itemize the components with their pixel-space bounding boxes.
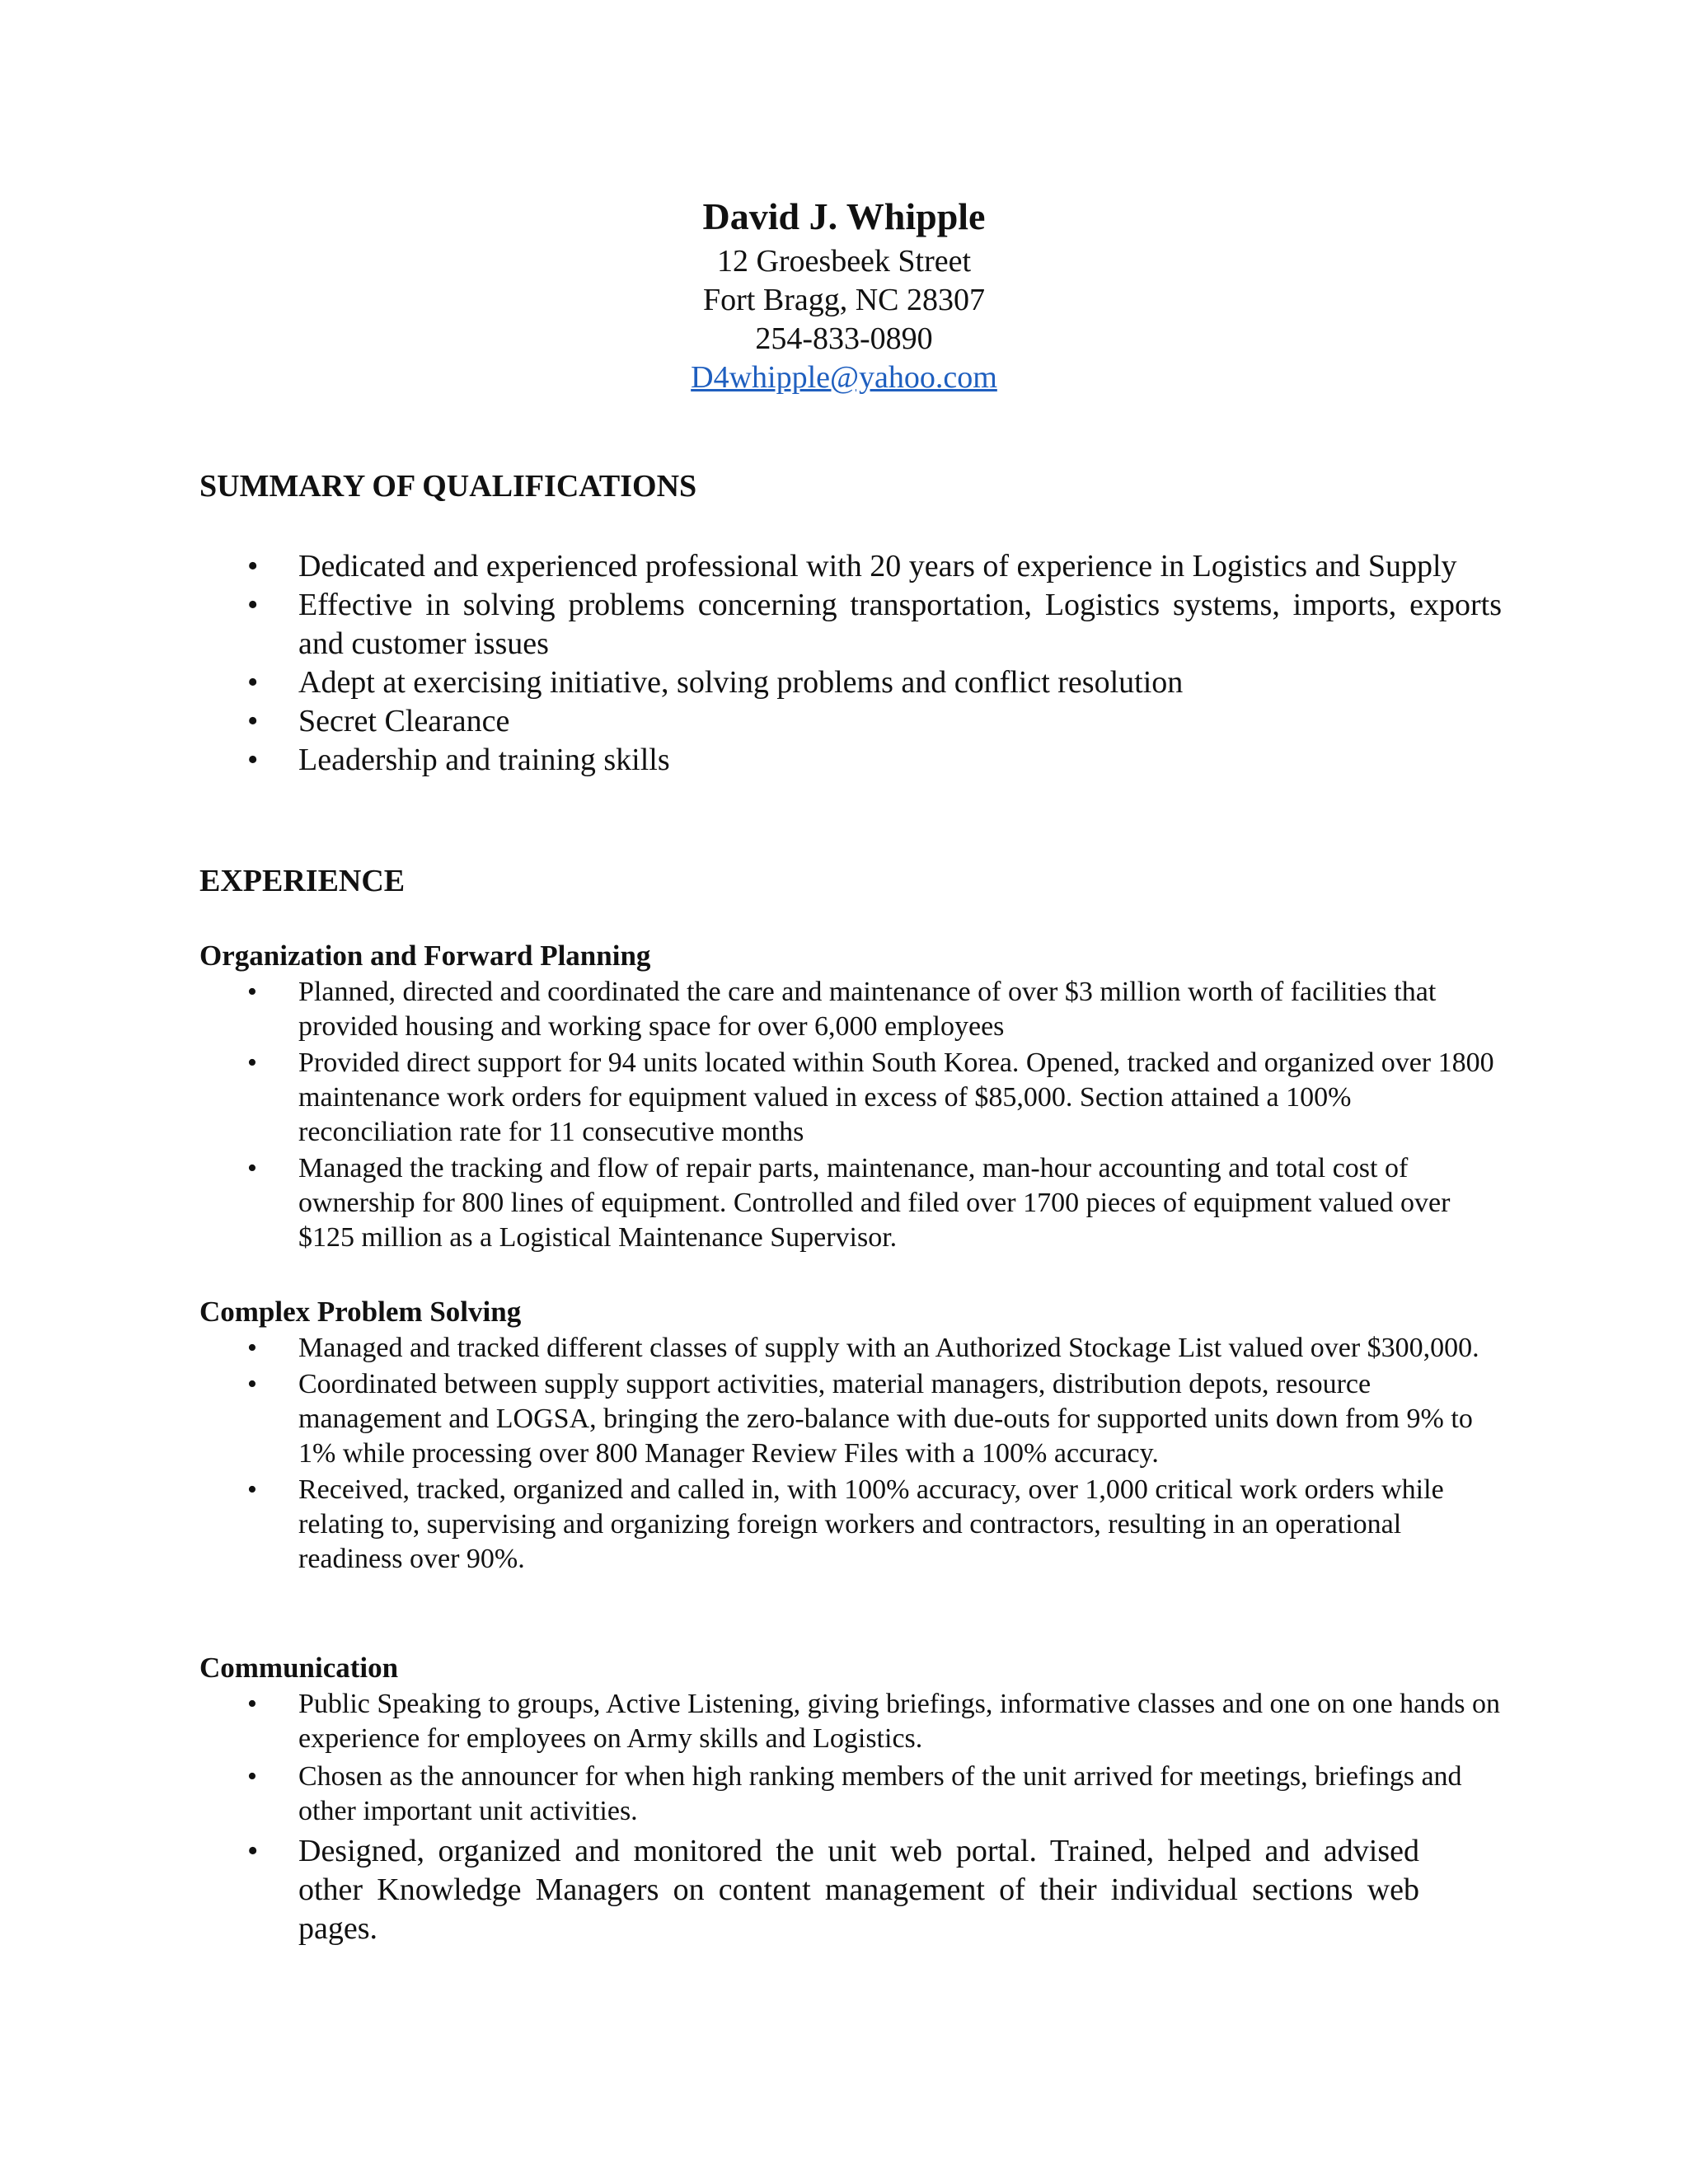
bullet-icon: • xyxy=(247,1834,259,1868)
list-item xyxy=(0,1331,1502,1366)
list-item xyxy=(0,586,1502,663)
experience-item-text: Received, tracked, organized and called in, with 100% accuracy, over 1,000 critical work orders while relating to, supervising and organizing foreign workers and contractors, resulting in an operational readiness over 90%. xyxy=(298,1474,1444,1574)
contact-header xyxy=(0,191,1688,397)
list-item xyxy=(0,663,1502,702)
email-link[interactable]: D4whipple@yahoo.com xyxy=(691,360,997,395)
city-state-zip: Fort Bragg, NC 28307 xyxy=(703,283,985,317)
organization-list xyxy=(0,975,1502,1257)
summary-item-text: Effective in solving problems concerning transportation, Logistics systems, imports, exports and customer issues xyxy=(298,588,1502,661)
list-item xyxy=(0,1832,1419,1948)
bullet-icon: • xyxy=(247,977,257,1007)
summary-item-text: Adept at exercising initiative, solving problems and conflict resolution xyxy=(298,665,1184,700)
bullet-icon: • xyxy=(247,1474,257,1505)
experience-heading: EXPERIENCE xyxy=(199,864,406,898)
list-item xyxy=(0,1046,1502,1150)
experience-item-text: Provided direct support for 94 units located within South Korea. Opened, tracked and organized over 1800 maintenance work orders for equipment valued in excess of $85,000. Section attained a 100% reconciliation rate for 11 consecutive months xyxy=(298,1047,1494,1147)
summary-item-text: Leadership and training skills xyxy=(298,743,670,777)
problem-solving-list xyxy=(0,1331,1502,1578)
communication-list xyxy=(0,1687,1502,1952)
bullet-icon: • xyxy=(247,1047,257,1078)
experience-item-text: Managed the tracking and flow of repair parts, maintenance, man-hour accounting and total cost of ownership for 800 lines of equipment. Controlled and filed over 1700 pieces of equipment valued over $125 million as a Logistical Maintenance Supervisor. xyxy=(298,1153,1451,1253)
experience-item-text: Planned, directed and coordinated the care and maintenance of over $3 million worth of facilities that provided housing and working space for over 6,000 employees xyxy=(298,977,1437,1042)
bullet-icon: • xyxy=(247,704,259,738)
street-address: 12 Groesbeek Street xyxy=(716,244,972,279)
list-item xyxy=(0,1151,1502,1255)
bullet-icon: • xyxy=(247,1369,257,1399)
summary-item-text: Dedicated and experienced professional with 20 years of experience in Logistics and Supply xyxy=(298,549,1457,583)
phone-number: 254-833-0890 xyxy=(755,321,933,356)
subsection-title: Communication xyxy=(199,1652,399,1684)
experience-item-text: Coordinated between supply support activities, material managers, distribution depots, resource management and LOGSA, bringing the zero-balance with due-outs for supported units down from 9% to 1% while processing over 800 Manager Review Files with a 100% accuracy. xyxy=(298,1369,1473,1469)
experience-item-text: Chosen as the announcer for when high ranking members of the unit arrived for meetings, briefings and other important unit activities. xyxy=(298,1761,1462,1826)
bullet-icon: • xyxy=(247,665,259,700)
list-item xyxy=(0,741,1502,780)
list-item xyxy=(0,547,1502,586)
list-item xyxy=(0,975,1502,1044)
bullet-icon: • xyxy=(247,1333,257,1363)
bullet-icon: • xyxy=(247,549,259,583)
experience-item-text: Public Speaking to groups, Active Listening, giving briefings, informative classes and one on one hands on experience for employees on Army skills and Logistics. xyxy=(298,1689,1500,1754)
list-item xyxy=(0,1367,1502,1471)
subsection-title: Organization and Forward Planning xyxy=(199,940,651,972)
list-item xyxy=(0,1760,1502,1829)
list-item xyxy=(0,1473,1502,1577)
list-item xyxy=(0,702,1502,741)
bullet-icon: • xyxy=(247,1761,257,1792)
experience-item-text: Designed, organized and monitored the unit web portal. Trained, helped and advised other Knowledge Managers on content management of their individual sections web pages. xyxy=(298,1834,1419,1946)
experience-item-text: Managed and tracked different classes of supply with an Authorized Stockage List valued over $300,000. xyxy=(298,1333,1479,1363)
summary-list xyxy=(0,547,1502,780)
candidate-name: David J. Whipple xyxy=(702,195,986,237)
subsection-title: Complex Problem Solving xyxy=(199,1296,522,1328)
list-item xyxy=(0,1687,1502,1756)
bullet-icon: • xyxy=(247,1689,257,1719)
bullet-icon: • xyxy=(247,588,259,622)
summary-item-text: Secret Clearance xyxy=(298,704,510,738)
bullet-icon: • xyxy=(247,1153,257,1183)
summary-heading: SUMMARY OF QUALIFICATIONS xyxy=(199,469,697,504)
bullet-icon: • xyxy=(247,743,259,777)
